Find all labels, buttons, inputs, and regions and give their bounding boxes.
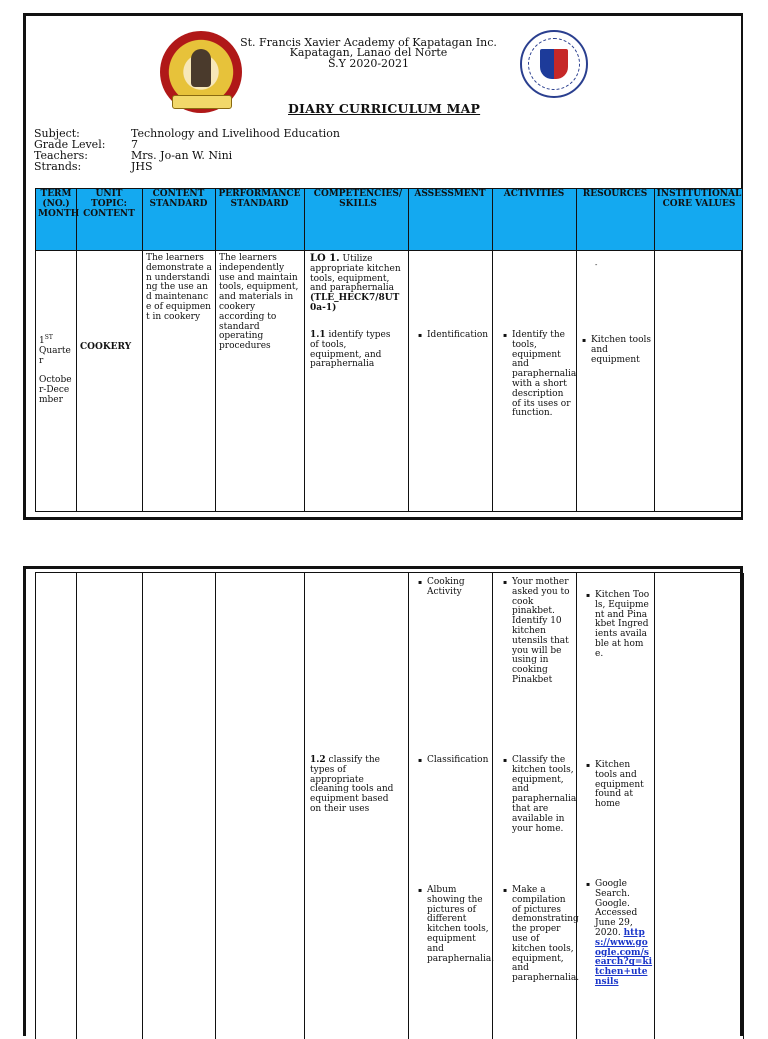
curriculum-table <box>35 188 743 512</box>
document-title: DIARY CURRICULUM MAP <box>288 101 481 116</box>
resource-google-text: Google Search. Google. Accessed June 29, 2020. <box>595 879 638 938</box>
col-divider <box>408 573 409 1039</box>
col-divider <box>492 189 493 511</box>
header-competencies: COMPETENCIES/ SKILLS <box>313 189 403 209</box>
term-months: October-December <box>39 375 72 405</box>
col-divider <box>743 573 744 1039</box>
seal-ribbon-icon <box>172 95 232 109</box>
assessment-cooking: ▪ Cooking Activity <box>427 578 487 598</box>
resource-google <box>595 880 653 988</box>
header-resources: RESOURCES <box>582 189 648 199</box>
col-divider <box>304 189 305 511</box>
subject-label: Subject: <box>34 127 80 140</box>
strands-label: Strands: <box>34 160 82 173</box>
resource-pinakbet: ▪ Kitchen Tools, Equipment and Pinakbet Ingredients available at home. <box>595 591 651 660</box>
lo-code: (TLE_HECK7/8UT 0a-1) <box>310 293 400 313</box>
col-divider <box>492 573 493 1039</box>
unit-topic: COOKERY <box>80 342 132 352</box>
resource-top: - <box>595 261 598 269</box>
header-core-values: INSTITUTIONAL CORE VALUES <box>656 189 742 209</box>
term-cell <box>39 333 73 406</box>
col-divider <box>76 573 77 1039</box>
curriculum-table-continued <box>35 572 743 1039</box>
col-divider <box>215 189 216 511</box>
col-divider <box>576 189 577 511</box>
col-divider <box>654 573 655 1039</box>
teachers-value: Mrs. Jo-an W. Nini <box>131 149 233 162</box>
competency-1-1 <box>310 331 400 370</box>
comp-1-2-text: classify the types of appropriate cleaning tools and equipment based on their uses <box>310 755 394 814</box>
competency-1-2 <box>310 756 400 815</box>
col-divider <box>408 189 409 511</box>
resource-google-link[interactable]: https://www.google.com/search?q=kitchen+utensils <box>595 927 653 987</box>
header-content-standard: CONTENT STANDARD <box>149 189 208 209</box>
term-word: Quarter <box>39 345 71 366</box>
teachers-label: Teachers: <box>34 149 88 162</box>
grade-value: 7 <box>131 138 138 151</box>
school-name: St. Francis Xavier Academy of Kapatagan Inc. <box>240 36 497 49</box>
resource-kitchen-tools: ▪ Kitchen tools and equipment <box>591 336 651 365</box>
page-1 <box>23 13 743 520</box>
term-number: 1 <box>39 336 45 346</box>
content-standard: The learners demonstrate an understanding the use and maintenance of equipment in cookery <box>146 253 212 322</box>
subject-value: Technology and Livelihood Education <box>131 127 340 140</box>
strands-value: JHS <box>131 160 153 173</box>
page-2 <box>23 566 743 1036</box>
col-divider <box>76 189 77 511</box>
performance-standard: The learners independently use and maintain tools, equipment, and materials in cookery according to standard operating procedures <box>219 253 299 352</box>
activity-classify: ▪ Classify the kitchen tools, equipment, and paraphernalia that are available in your home. <box>512 756 574 834</box>
col-divider <box>142 189 143 511</box>
term-suffix: ST <box>44 334 53 341</box>
col-divider <box>142 573 143 1039</box>
lo-label: LO 1. <box>310 253 340 264</box>
header-performance-standard: PERFORMANCE STANDARD <box>218 189 301 209</box>
header-activities: ACTIVITIES <box>503 189 565 199</box>
activity-identify: ▪ Identify the tools, equipment and paraphernalia with a short description of its uses or function. <box>512 331 574 419</box>
col-divider <box>215 573 216 1039</box>
meta-strands <box>34 161 153 172</box>
resource-kitchen-home: ▪ Kitchen tools and equipment found at home <box>595 761 653 810</box>
comp-1-1-text: identify types of tools, equipment, and paraphernalia <box>310 330 391 370</box>
assessment-classification: ▪ Classification <box>427 756 489 766</box>
comp-1-1-num: 1.1 <box>310 330 326 340</box>
school-year: S.Y 2020-2021 <box>327 57 410 70</box>
school-address: Kapatagan, Lanao del Norte <box>289 46 448 59</box>
header-unit-topic: UNIT TOPIC: CONTENT <box>83 189 135 219</box>
assessment-identification: ▪ Identification <box>427 331 489 341</box>
seal-shield-icon <box>540 49 568 79</box>
assessment-album: ▪ Album showing the pictures of different kitchen tools, equipment and paraphernalia. <box>427 886 489 964</box>
comp-1-2-num: 1.2 <box>310 755 326 765</box>
header-term: TERM (NO.) MONTH <box>38 189 80 219</box>
col-divider <box>576 573 577 1039</box>
header-assessment: ASSESSMENT <box>414 189 486 199</box>
grade-label: Grade Level: <box>34 138 106 151</box>
col-divider <box>654 189 655 511</box>
deped-seal-logo <box>520 30 588 98</box>
activity-pinakbet: ▪ Your mother asked you to cook pinakbet. Identify 10 kitchen utensils that you will be using in cooking Pinakbet <box>512 578 572 686</box>
lo-1 <box>310 254 406 314</box>
lo-text: Utilize appropriate kitchen tools, equipment, and paraphernalia <box>310 254 401 294</box>
activity-compilation: ▪ Make a compilation of pictures demonstrating the proper use of kitchen tools, equipment, and paraphernalia. <box>512 886 574 984</box>
col-divider <box>304 573 305 1039</box>
